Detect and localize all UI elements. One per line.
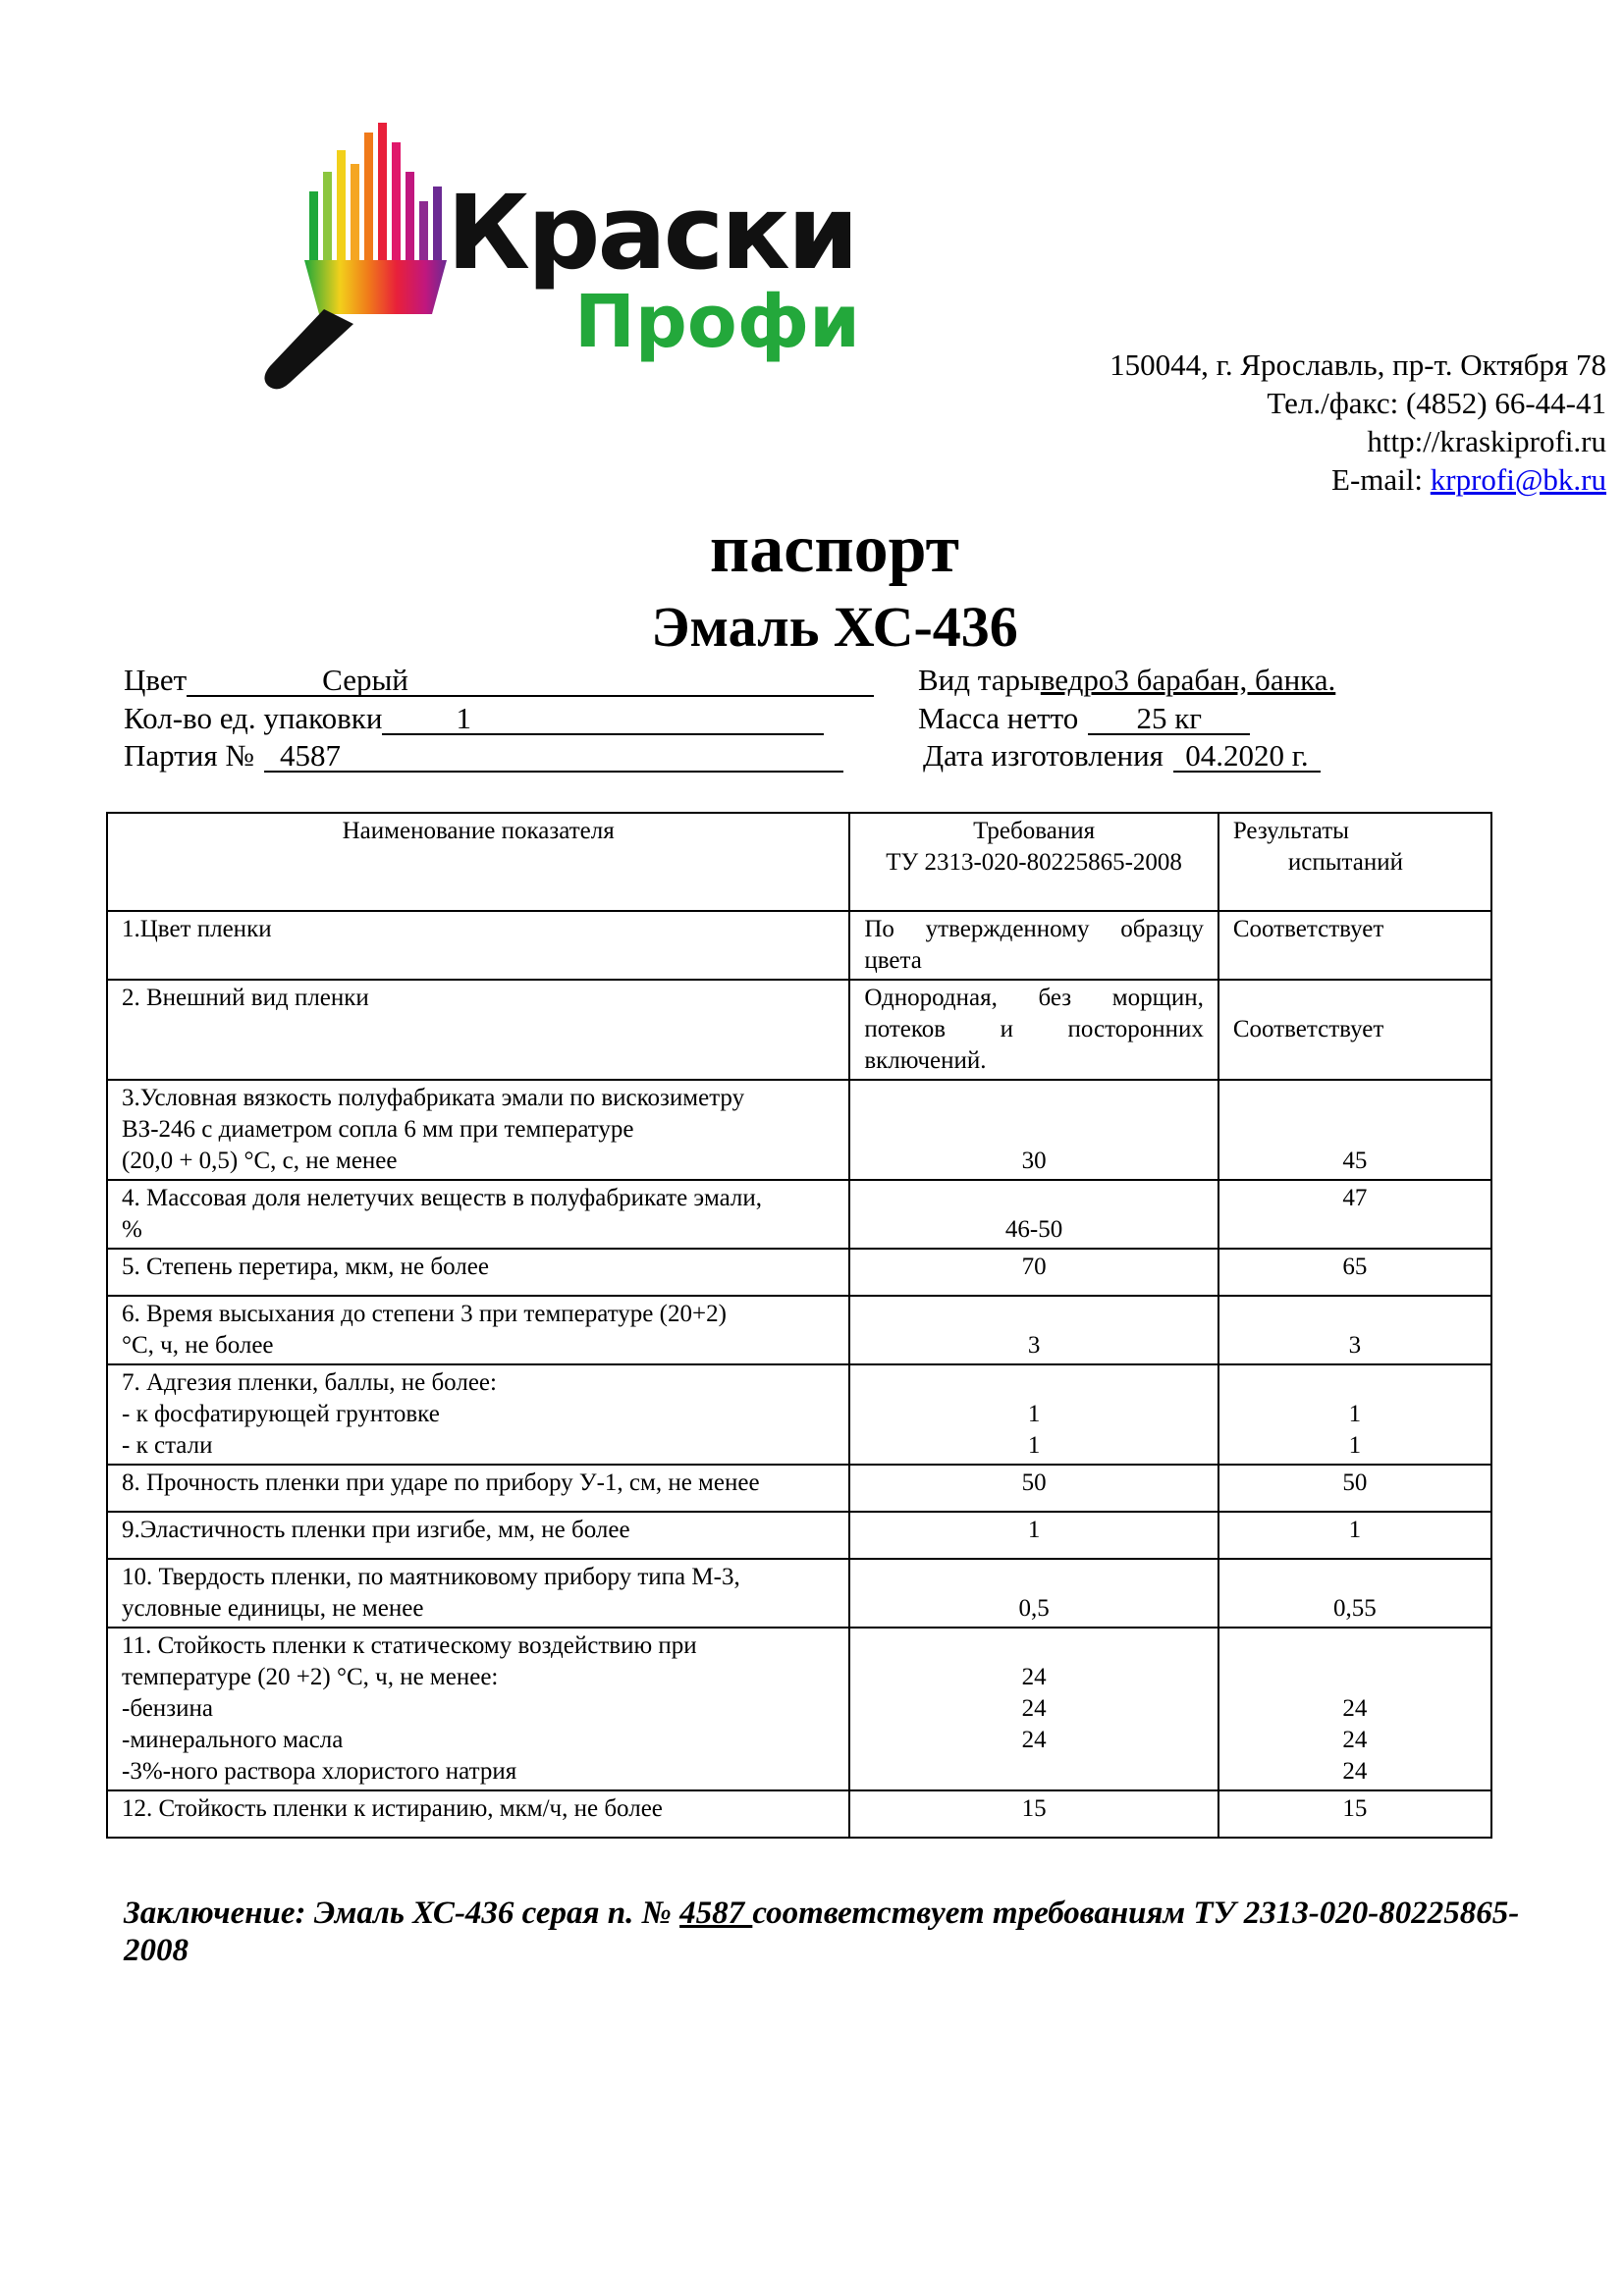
header-requirements-cell	[849, 813, 1218, 911]
row-name-line: 2. Внешний вид пленки	[122, 985, 369, 1011]
conclusion-batch: 4587	[679, 1896, 753, 1931]
table-row	[107, 1249, 1491, 1296]
requirement-line	[864, 1630, 1204, 1662]
color-value-line	[187, 663, 874, 697]
result-line: 45	[1342, 1148, 1368, 1174]
table-row	[107, 1512, 1491, 1559]
result-line	[1233, 1367, 1477, 1399]
batch-label: Партия №	[124, 738, 254, 773]
row-name-line: 8. Прочность пленки при ударе по прибору У-1, см, не менее	[122, 1469, 760, 1496]
requirement-line	[864, 1756, 1204, 1788]
row-name-cell	[107, 1180, 849, 1249]
result-line: Соответствует	[1232, 1016, 1384, 1042]
table-row	[107, 1465, 1491, 1512]
result-line	[1233, 1630, 1477, 1662]
mass-field	[918, 701, 1250, 736]
address: 150044, г. Ярославль, пр-т. Октября 78	[1110, 347, 1606, 382]
result-line: 1	[1348, 1401, 1362, 1427]
result-line: Соответствует	[1232, 916, 1384, 942]
row-result-cell	[1218, 1790, 1491, 1838]
row-name-line: 12. Стойкость пленки к истиранию, мкм/ч, не более	[122, 1795, 663, 1822]
color-value: Серый	[322, 663, 408, 697]
row-result-cell	[1218, 911, 1491, 980]
row-name-cell	[107, 1296, 849, 1364]
quantity-value: 1	[456, 701, 471, 735]
requirement-line: 0,5	[1018, 1595, 1050, 1622]
row-requirement-cell	[849, 911, 1218, 980]
row-name-cell	[107, 1080, 849, 1180]
result-line: 15	[1342, 1795, 1368, 1822]
color-field	[124, 663, 874, 698]
batch-value-line	[264, 738, 843, 773]
row-name-line: 5. Степень перетира, мкм, не более	[122, 1254, 489, 1280]
email-line	[1110, 460, 1606, 499]
requirement-line: 24	[1021, 1727, 1047, 1753]
row-requirement-cell	[849, 980, 1218, 1080]
date-label: Дата изготовления	[923, 738, 1164, 773]
table-row	[107, 1296, 1491, 1364]
spacer-line	[864, 1562, 1204, 1593]
result-line: 3	[1348, 1332, 1362, 1359]
row-requirement-cell	[849, 1512, 1218, 1559]
logo-word-1: Краски	[447, 173, 856, 293]
date-value: 04.2020 г.	[1173, 741, 1321, 773]
quantity-value-line	[382, 701, 824, 735]
table-row	[107, 1180, 1491, 1249]
table-row	[107, 1559, 1491, 1628]
row-result-cell	[1218, 1628, 1491, 1790]
row-requirement-cell	[849, 1559, 1218, 1628]
header-requirements-line1: Требования	[973, 818, 1096, 844]
requirement-line: 15	[1021, 1795, 1047, 1822]
quantity-label: Кол-во ед. упаковки	[124, 701, 383, 735]
requirement-line: 3	[1027, 1332, 1041, 1359]
mass-value: 25 кг	[1088, 704, 1250, 735]
table-row	[107, 911, 1491, 980]
row-name-line: 11. Стойкость пленки к статическому воздействию при	[122, 1632, 697, 1659]
row-name-cell	[107, 1512, 849, 1559]
spacer-line	[864, 1183, 1204, 1214]
spacer-line	[1233, 1562, 1477, 1593]
requirement-line: 24	[1021, 1695, 1047, 1722]
color-label: Цвет	[124, 663, 188, 697]
row-name-line: -минерального масла	[122, 1727, 344, 1753]
email-link[interactable]: krprofi@bk.ru	[1430, 462, 1606, 497]
row-name-line: 10. Твердость пленки, по маятниковому прибору типа М-3,	[122, 1564, 740, 1590]
row-result-cell	[1218, 1296, 1491, 1364]
header-results-cell	[1218, 813, 1491, 911]
container-field	[918, 663, 1335, 698]
conclusion	[124, 1895, 1567, 1969]
row-requirement-cell	[849, 1080, 1218, 1180]
row-name-line: - к стали	[122, 1432, 213, 1459]
row-result-cell	[1218, 980, 1491, 1080]
requirement-line: 24	[1021, 1664, 1047, 1690]
result-line: 50	[1342, 1469, 1368, 1496]
container-label: Вид тары	[918, 663, 1041, 697]
email-label: E-mail:	[1331, 462, 1431, 497]
spacer-line	[1233, 1083, 1477, 1114]
row-name-line: 3.Условная вязкость полуфабриката эмали по вискозиметру	[122, 1085, 745, 1111]
row-name-cell	[107, 911, 849, 980]
conclusion-text-2: соответствует требованиям ТУ 2313-020-80225865-2008	[124, 1896, 1520, 1968]
requirement-line: 70	[1021, 1254, 1047, 1280]
table-row	[107, 1364, 1491, 1465]
requirement-line: 1	[1027, 1432, 1041, 1459]
logo-word-2: Профи	[574, 280, 861, 364]
requirement-line: Однородная, без морщин, потеков и посторонних включений.	[864, 985, 1204, 1074]
requirement-line: 1	[1027, 1401, 1041, 1427]
row-name-line: (20,0 + 0,5) °С, с, не менее	[122, 1148, 398, 1174]
table-row	[107, 1080, 1491, 1180]
row-name-cell	[107, 980, 849, 1080]
row-name-line: 7. Адгезия пленки, баллы, не более:	[122, 1369, 497, 1396]
spacer-line	[864, 1114, 1204, 1146]
row-requirement-cell	[849, 1296, 1218, 1364]
row-name-line: 1.Цвет пленки	[122, 916, 272, 942]
result-line: 47	[1342, 1185, 1368, 1211]
table-row	[107, 980, 1491, 1080]
row-name-line: -3%-ного раствора хлористого натрия	[122, 1758, 517, 1785]
result-line	[1233, 1662, 1477, 1693]
row-name-line: -бензина	[122, 1695, 213, 1722]
header-requirements-line2: ТУ 2313-020-80225865-2008	[886, 849, 1182, 876]
requirement-line: 46-50	[1004, 1216, 1063, 1243]
row-name-cell	[107, 1465, 849, 1512]
result-line: 0,55	[1333, 1595, 1377, 1622]
row-result-cell	[1218, 1249, 1491, 1296]
row-name-line: ВЗ-246 с диаметром сопла 6 мм при температуре	[122, 1116, 634, 1143]
row-requirement-cell	[849, 1180, 1218, 1249]
container-value: ведро3 барабан, банка.	[1040, 663, 1336, 697]
row-name-line: 9.Эластичность пленки при изгибе, мм, не более	[122, 1517, 630, 1543]
row-result-cell	[1218, 1364, 1491, 1465]
contacts-block	[1110, 346, 1606, 499]
row-name-line: %	[122, 1216, 142, 1243]
date-field	[923, 738, 1321, 774]
row-result-cell	[1218, 1559, 1491, 1628]
table-body	[107, 911, 1491, 1838]
row-name-line: - к фосфатирующей грунтовке	[122, 1401, 440, 1427]
row-requirement-cell	[849, 1249, 1218, 1296]
spacer-line	[864, 1083, 1204, 1114]
requirement-line: 1	[1027, 1517, 1041, 1543]
row-name-line: °С, ч, не более	[122, 1332, 274, 1359]
row-name-cell	[107, 1249, 849, 1296]
conclusion-text-1: Заключение: Эмаль ХС-436 серая п. №	[124, 1896, 680, 1931]
row-name-cell	[107, 1628, 849, 1790]
row-requirement-cell	[849, 1465, 1218, 1512]
row-requirement-cell	[849, 1628, 1218, 1790]
row-name-cell	[107, 1364, 849, 1465]
result-line: 1	[1348, 1517, 1362, 1543]
result-line: 65	[1342, 1254, 1368, 1280]
row-name-cell	[107, 1790, 849, 1838]
table-row	[107, 1628, 1491, 1790]
row-name-line: 4. Массовая доля нелетучих веществ в полуфабрикате эмали,	[122, 1185, 763, 1211]
row-name-line: 6. Время высыхания до степени 3 при температуре (20+2)	[122, 1301, 727, 1327]
result-line: 24	[1342, 1727, 1368, 1753]
website: http://kraskiprofi.ru	[1367, 424, 1606, 458]
row-name-line: температуре (20 +2) °С, ч, не менее:	[122, 1664, 499, 1690]
header-results-line2: испытаний	[1287, 849, 1403, 876]
result-line: 1	[1348, 1432, 1362, 1459]
row-result-cell	[1218, 1465, 1491, 1512]
table-row	[107, 1790, 1491, 1838]
requirement-line: По утвержденному образцу цвета	[864, 916, 1204, 974]
phone: Тел./факс: (4852) 66-44-41	[1267, 386, 1606, 420]
row-result-cell	[1218, 1080, 1491, 1180]
batch-field	[124, 738, 843, 774]
mass-label: Масса нетто	[918, 701, 1079, 735]
spacer-line	[864, 1299, 1204, 1330]
row-name-line: условные единицы, не менее	[122, 1595, 424, 1622]
batch-value: 4587	[279, 738, 341, 773]
header-name-cell: Наименование показателя	[107, 813, 849, 911]
table-header-row	[107, 813, 1491, 911]
requirement-line	[864, 1367, 1204, 1399]
company-logo	[250, 103, 879, 398]
row-result-cell	[1218, 1512, 1491, 1559]
row-name-cell	[107, 1559, 849, 1628]
spec-table	[106, 812, 1492, 1839]
result-line: 24	[1342, 1695, 1368, 1722]
row-requirement-cell	[849, 1364, 1218, 1465]
requirement-line: 30	[1021, 1148, 1047, 1174]
row-result-cell	[1218, 1180, 1491, 1249]
paint-brush-logo-icon	[250, 103, 879, 398]
requirement-line: 50	[1021, 1469, 1047, 1496]
spacer-line	[1233, 1299, 1477, 1330]
product-title: Эмаль ХС-436	[651, 595, 1018, 659]
result-line: 24	[1342, 1758, 1368, 1785]
spacer-line	[1233, 1114, 1477, 1146]
row-requirement-cell	[849, 1790, 1218, 1838]
quantity-field	[124, 701, 824, 736]
header-results-line1: Результаты	[1232, 818, 1349, 844]
document-title: паспорт	[709, 511, 960, 587]
